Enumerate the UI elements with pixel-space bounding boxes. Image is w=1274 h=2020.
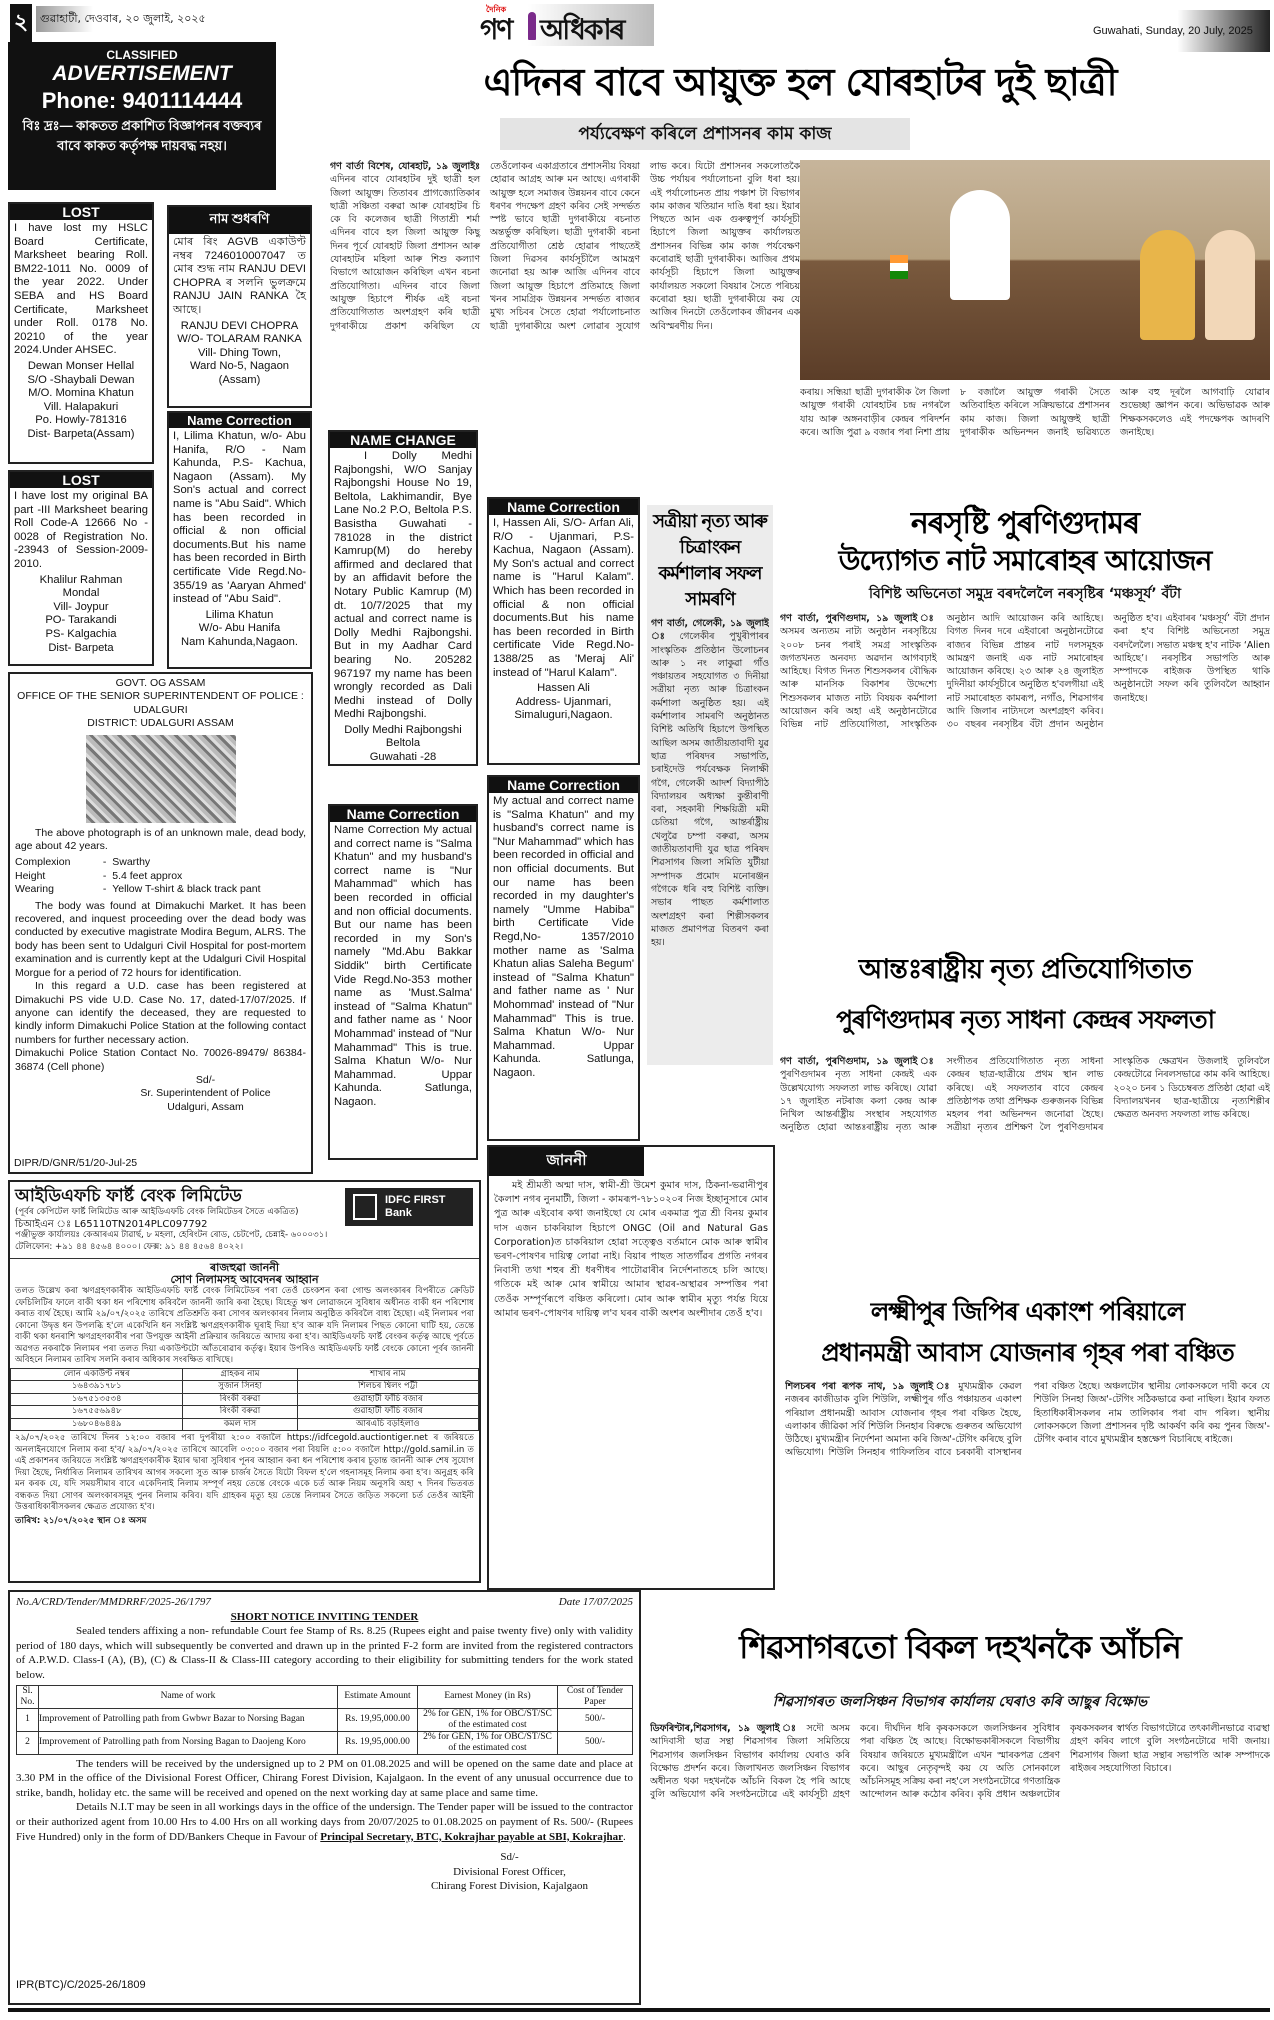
dance-article-body	[780, 1055, 1270, 1290]
logo-right: অধিকাৰ	[540, 13, 624, 46]
tender-notice	[8, 1590, 641, 2005]
bank-name: আইডিএফচি ফাৰ্ষ্ট বেংক লিমিটেড	[15, 1186, 242, 1206]
ad-signature: RANJU DEVI CHOPRA W/O- TOLARAM RANKA Vill- Dhing Town, Ward No-5, Nagaon (Assam)	[177, 319, 302, 386]
tender-intro: Sealed tenders affixing a non- refundable Court fee Stamp of Rs. 8.25 (Rupees eight and paise twenty five) only with validity period of 180 days, which will subsequently be converted and drawn up in the printed F-2 form are invited from the registered contractors of A.P.W.D. Class-I (A), (B), (C) & Class-II & Class-III category according to their eligibility for submitting tenders for the work stated below.	[16, 1625, 633, 1681]
name-correction-lilima	[167, 411, 312, 669]
date-assamese: গুৱাহাটী, দেওবাৰ, ২০ জুলাই, ২০২৫	[36, 6, 226, 32]
dipr-ref: DIPR/D/GNR/51/20-Jul-25	[14, 1156, 138, 1169]
article-body	[651, 617, 769, 949]
ad-body: I have lost my HSLC Board Certificate, Marksheet bearing Roll. BM22-1011 No. 0009 of the year 2022. Under SEBA and HS Board Certificate, Marksheet under Roll. 0178 No. 20210 of the year 2024.Under AHSEC.	[14, 222, 148, 357]
bank-cin: চিআইএন ঃ L65110TN2014PLC097792	[15, 1218, 208, 1230]
notice-intro: The above photograph is of an unknown male, dead body, age about 42 years.	[15, 826, 306, 853]
notice-title: জাননী	[489, 1147, 644, 1176]
ad-signature: Khalilur Rahman Mondal Vill- Joypur PO- Tarakandi PS- Kalgachia Dist- Barpeta	[39, 573, 123, 654]
ad-title: Name Correction	[169, 413, 310, 428]
loan-accounts-table	[10, 1368, 479, 1432]
idfc-logo: IDFC FIRST Bank	[345, 1188, 473, 1226]
ad-body: I Dolly Medhi Rajbongshi, W/O Sanjay Rajbongshi House No 19, Beltola, Lakhimandir, Bye Lane No.2 P.O, Beltola P.S. Basistha Guwahati - 781028 in the district Kamrup(M) do hereby affirmed and declared that by an affidavit before the Notary Public Kamrup (M) dt. 10/7/2025 that my actual and correct name is Dolly Medhi Rajbongshi. But in my Aadhar Card bearing No. 205282 967197 my name has been wrongly recorded as Dali Medhi instead of Dolly Medhi Rajbongshi.	[334, 450, 472, 721]
police-notice	[8, 672, 313, 1174]
logo-left: গণ	[480, 13, 512, 46]
logo-figure-icon	[528, 12, 536, 40]
notice-body: তলত উল্লেখ কৰা ঋণগ্ৰহণকাৰীক আইডিএফচি ফাৰ্ষ্ট বেংক লিমিটেডৰ পৰা তেওঁ চেংকশন কৰা গোল্ড অলংকাৰৰ বিপৰীতে ক্ৰেডিট ফেচিলিটিৰ ফালে বাকী থকা ধন পৰিশোধ কৰিবলৈ জাননী জাৰি কৰা হৈছে। যিহেতু ঋণ লোৱাজনে সুবিধাৰ অধীনত বাকী ধন পৰিশোধ কৰাত ব্যৰ্থ হৈছে। আমি ২৯/০৭/২০২৫ তাৰিখে প্ৰতিশ্ৰুতি কৰা সোণৰ অলংকাৰৰ নিলাম অনুষ্ঠিত কৰিবলৈ বাধ্য হৈছো। এই নিলামৰ পৰা কোনো উদ্বৃত্ত ধন উপলব্ধি হ'লে একেখিনি ধন সংশ্লিষ্ট ঋণগ্ৰহণকাৰীক ঘূৰাই দিয়া হ'ব আৰু যদি নিলামৰ পিছত কোনো ঘাটি হয়, তেন্তে বাকী থকা ধনৰাশি ঋণগ্ৰহণকাৰীৰ পৰা উপযুক্ত আইনী প্ৰক্ৰিয়াৰ জৰিয়তে আদায় কৰা হ'ব। আইডিএফচি ফাৰ্ষ্ট বেংকৰ কৰ্তৃত্ব আছে পূৰ্বতে অৱগত নকৰাকৈ নিলামৰ পৰা তলত দিয়া একাউণ্টটো আঁতৰোৱাৰ কৰ্তৃত্ব। ইয়াৰ উপৰিও আইডিএফচি ফাৰ্ষ্ট বেংকে কোনো পূৰ্বৰ জাননী অবিহনে নিলামৰ তাৰিখ সলনি কৰাৰ অধিকাৰ সংৰক্ষিত ৰাখিছে।	[15, 1286, 474, 1365]
pmay-article-body	[785, 1380, 1270, 1585]
tender-signature: Sd/- Divisional Forest Officer, Chirang Forest Division, Kajalgaon	[430, 1851, 589, 1893]
natak-headline-2: উদ্যোগত নাট সমাৰোহৰ আয়োজন	[838, 544, 1212, 577]
notice-title: ৰাজহুৱা জাননী	[209, 1261, 279, 1274]
article-text: এদিনৰ বাবে যোৰহাটৰ দুই ছাত্ৰী হল জিলা আয়ুক্ত। তিতাবৰ প্ৰাগজ্যোতিকাৰ ছাত্ৰী সঞ্চিতা বৰুৱা আৰু যোৰহাটৰ চি কে বি কলেজৰ ছাত্ৰী গিতাশ্ৰী শৰ্মা এদিনৰ বাবে হল জিলা আয়ুক্ত কিছু দিনৰ পূৰ্বে যোৰহাট জিলা প্ৰশাসন আৰু যোৰহাটৰ মহিলা আৰু শিশু কল্যাণ বিভাগে আয়োজন কৰিছিল এখন ৰচনা প্ৰতিযোগিতা। এদিনৰ বাবে জিলা আয়ুক্ত হিচাপে শীৰ্ষক এই ৰচনা প্ৰতিযোগিতাত অংশগ্ৰহণ কৰি ছাত্ৰী দুগৰাকীয়ে প্ৰকাশ কৰিছিল যে তেওঁলোকৰ একাগ্ৰতাৰে প্ৰশাসনীয় বিষয়া হোৱাৰ আগ্ৰহ আৰু মন আছে। এগৰাকী আয়ুক্ত হলে সমাজৰ উন্নয়নৰ বাবে কেনে ধৰণৰ পদক্ষেপ গ্ৰহণ কৰিব সেই সন্দৰ্ভত স্পষ্ট ভাবে ছাত্ৰী দুগৰাকীয়ে ৰচনাত অন্তৰ্ভুক্ত কৰিছিল। ছাত্ৰী দুগৰাকী ৰচনা প্ৰতিযোগীতা শ্ৰেষ্ঠ হোৱাৰ পাছতেই জিলা দিৱসৰ কাৰ্যসূচীলৈ আমন্ত্ৰণ জনোৱা হয় আৰু আজি এদিনৰ বাবে জিলা আয়ুক্ত হিচাপে প্ৰতিমাহে জিলা খনৰ সামগ্ৰিক উন্নয়নৰ সন্দৰ্ভত ৰাজ্যৰ মুখ্য সচিবৰ সৈতে হোৱা পৰ্যালোচনাত ছাত্ৰী দুগৰাকীয়ে অংশ লোৱাৰ সুযোগ লাভ কৰে। যিটো প্ৰশাসনৰ সকলোতকৈ উচ্চ পৰ্যায়ৰ পৰ্যালোচনা বুলি ধৰা হয়। এই পৰ্যালোচনত প্ৰায় পঞ্চাশ টা বিভাগৰ কাম কাজৰ খতিয়ান দাঙি ধৰা হয়। ইয়াৰ পিছতে আন এক গুৰুত্বপূৰ্ণ কাৰ্যসূচী হিচাপে জিলা আয়ুক্তৰ কাৰ্যালয়ত প্ৰশাসনৰ বিভিন্ন কাম কাজ পৰ্যবেক্ষণ কৰোৱাই ছাত্ৰী দুগৰাকীক। আজিৰ প্ৰথম কাৰ্যসূচী হিচাপে জিলা আয়ুক্তৰ কাৰ্যালয়ত সকলো বিষয়াৰ সৈতে পৰিচয় কৰোৱা হয়। ছাত্ৰী দুগৰাকীয়ে কয় যে আজিৰ দিনটো তেওঁলোকৰ জীৱনৰ এক অবিস্মৰণীয় দিন।	[330, 161, 800, 332]
auction-details: ২৯/০৭/২০২৫ তাৰিখে দিনৰ ১২:০০ বজাৰ পৰা দুপৰীয়া ২:০০ বজালৈ https://idfcegold.auctiontiger.net ৰ জৰিয়তে অনলাইনযোগে নিলাম কৰা হ'ব/ ২৯/০৭/২০২৫ তাৰিখে আবেলি ০৩:০০ বজাৰ পৰা বিয়লি ৫:০০ বজালৈ http://gold.samil.in ত এই প্ৰকাশনৰ জৰিয়তে সংশ্লিষ্ট ঋণগ্ৰহণকাৰীক ইয়াৰ দ্বাৰা সুবিধাৰ পূনৰ আহ্বান কৰা ধন পৰিশোধ কৰাৰ চূড়ান্ত জাননী আৰু শেষ সুযোগ দিয়া হৈছে, নিৰ্ধাৰিত নিলামৰ তাৰিখৰ আগৰ সকলো সুত আৰু চাৰ্জৰ সৈতে যিটো বিফল হ'লে গহনাসমূহ নিলাম কৰা হ'ব। অনুগ্ৰহ কৰি মন কৰক যে, যদি সময়সীমাৰ বাবে একেদিনাই নিলাম সম্পূৰ্ণ নহয় তেন্তে বেংকে একে চৰ্ত আৰু নিয়ম অনুসৰি অহা ৭ দিনৰ ভিতৰত বন্ধকত দিয়া সোণৰ অলংকাৰসমূহ পুনৰ নিলাম কৰিব। যদি গ্ৰাহকৰ মৃত্যু হয় তেন্তে নিলামৰ সৈতে জড়িত সকলো চৰ্ত তেওঁৰ আইনী উত্তৰাধিকাৰীসকলৰ ক্ষেত্ৰত প্ৰযোজ্য হ'ব।	[15, 1433, 474, 1512]
table-row: ১৬৭৫৫৬৯৪৮ ৰিংকী বৰুৱা গুৱাহাটী ফাঁচি বজাৰ	[11, 1406, 479, 1419]
classified-disclaimer: বিঃ দ্ৰঃ— কাকতত প্ৰকাশিত বিজ্ঞাপনৰ বক্তব্যৰ বাবে কাকত কৰ্তৃপক্ষ দায়বদ্ধ নহয়।	[22, 118, 262, 153]
natak-article-body	[780, 612, 1270, 937]
bank-office: পঞ্জীভুক্ত কাৰ্যালয়ঃ কেআৰএম টাৱাৰ্ছ, ৮ মহলা, হেৰিংটন ৰোড, চেটপেট, চেন্নাই- ৬০০০৩১।	[15, 1230, 328, 1240]
ad-title: NAME CHANGE	[330, 432, 476, 448]
dateline: শিলচৰৰ পৰা ৰূপক নাথ, ১৯ জুলাই ঃ	[785, 1381, 953, 1392]
sivasagar-headline: শিৱসাগৰতো বিকল দহখনকৈ আঁচনি	[739, 1628, 1181, 1666]
tender-para: The tenders will be received by the undersigned up to 2 PM on 01.08.2025 and will be opened on the same date and place at 3.30 PM in the office of the Divisional Forest Officer, Chirang Forest Division, Kajalgaon. In the event of any unusual occurrence due to strike, bandh, holiday etc. the same will be received and opened on the next working day at same place and same time.	[16, 1757, 633, 1799]
article-text: কৰায়। সন্ধিয়া ছাত্ৰী দুগৰাকীক লৈ জিলা আয়ুক্ত গৰাকী যোৰহাটৰ চন্দ্ৰ নগৰলৈ যায় আৰু অঙ্গনবাড়ীৰ কেন্দ্ৰৰ পৰিদৰ্শন কৰে। আজি পুৱা ৯ বজাৰ পৰা নিশা প্ৰায় ৮ বজালৈ আয়ুক্ত গৰাকী সৈতে অতিবাহিত কৰিলে সক্ৰিয়ভাৱে প্ৰশাসনৰ কাম কাজ। জিলা আয়ুক্তই ছাত্ৰী দুগৰাকীক অভিনন্দন জনাই ভৱিষ্যতে আৰু বহু দূৰলৈ আগবাঢ়ি যোৱাৰ শুভেচ্ছা জ্ঞাপন কৰে। অভিভাৱক আৰু শিক্ষকসকলেও এই পদক্ষেপক আদৰণি জনাইছে।	[800, 387, 1270, 438]
table-header: লোন একাউণ্ট নম্বৰ গ্ৰাহকৰ নাম শাখাৰ নাম	[11, 1368, 479, 1381]
bank-phone: টেলিফোন: +৯১ ৪৪ ৪৫৬৪ ৪০০০। ফেক্স: ৯১ ৪৪ ৪৫৬৪ ৪০২২।	[15, 1241, 244, 1252]
article-headline: সত্ৰীয়া নৃত্য আৰু চিত্ৰাংকন কৰ্মশালাৰ সফল সামৰণি	[653, 511, 767, 610]
lost-ad-1	[8, 202, 154, 464]
tender-table	[16, 1685, 633, 1755]
sattriya-article	[647, 505, 773, 1065]
ad-title: LOST	[10, 204, 152, 220]
pmay-headline-1: লক্ষ্মীপুৰ জিপিৰ একাংশ পৰিয়ালে	[870, 1297, 1185, 1326]
name-sudhoroni-ad	[167, 205, 312, 408]
photo-person	[1205, 230, 1255, 340]
natak-subhead: বিশিষ্ট অভিনেতা সমুদ্ৰ বৰদলৈলৈ নৰসৃষ্টিৰ ‘মঞ্চসূৰ্য’ বঁটা	[868, 586, 1181, 602]
ipr-ref: IPR(BTC)/C/2025-26/1809	[16, 1979, 146, 1992]
photo-flag	[890, 255, 908, 279]
notice-subtitle: সোণ নিলামসহ আবেদনৰ আহ্বান	[170, 1272, 319, 1286]
ad-body: My actual and correct name is "Salma Khatun" and my husband's correct name is "Nur Mahammad" which has been recorded in official and non official documents. But our name has been recorded in my daughter's namely "Umme Habiba" birth Certificate Vide Regd,No- 1357/2010 mother name as 'Salma Khatun alias Saleha Begum' instead of "Salma Khatun" and father name as ' Nur Mohommad' instead of "Nur Mahammad" This is true. Salma Khatun W/o- Nur Mahammad. Uppar Kahunda. Satlunga, Nagaon.	[493, 795, 635, 1079]
payee: Principal Secretary, BTC, Kokrajhar payable at SBI, Kokrajhar	[320, 1830, 623, 1843]
details	[15, 856, 306, 896]
ad-signature: Hassen Ali Address- Ujanmari, Simaluguri,Nagaon.	[514, 682, 613, 722]
classified-box	[8, 42, 276, 190]
classified-advertisement: ADVERTISEMENT	[52, 62, 232, 85]
idfc-logo-icon	[353, 1194, 377, 1220]
table-row: ১৬৭৫১৩৫৩৪ ৰিংকী বৰুৱা গুৱাহাটী ফাঁচি বজাৰ	[11, 1393, 479, 1406]
classified-phone: Phone: 9401114444	[41, 88, 243, 113]
classified-label: CLASSIFIED	[106, 48, 178, 62]
name-correction-hassen	[487, 497, 640, 765]
date-place: তাৰিখ: ২১/০৭/২০২৫ স্থান ঃ অসম	[15, 1515, 147, 1526]
bank-sub: (পূৰ্বৰ কেপিটেল ফাৰ্ষ্ট লিমিটেড আৰু আইডিএফচি বেংক লিমিটেডৰ সৈতে একত্ৰিত)	[15, 1207, 299, 1217]
table-row: 2 Improvement of Patrolling path from Norsing Bagan to Daojeng Koro Rs. 19,95,000.00 2% for GEN, 1% for OBC/ST/SC of the estimated cost 500/-	[17, 1731, 633, 1754]
photo-person	[1140, 230, 1195, 340]
pmay-headline-2: প্ৰধানমন্ত্ৰী আবাস যোজনাৰ গৃহৰ পৰা বঞ্চিত	[821, 1338, 1234, 1367]
tender-ref: No.A/CRD/Tender/MMDRRF/2025-26/1797	[16, 1596, 211, 1608]
dateline: গণ বাৰ্তা, পুৰণিগুদাম, ১৯ জুলাই ঃ	[780, 613, 937, 624]
name-correction-salma-1	[328, 804, 478, 1160]
table-header: Sl. No. Name of work Estimate Amount Earnest Money (in Rs) Cost of Tender Paper	[17, 1685, 633, 1708]
article-text: গেলেকীৰ পুখুৰীপাৰৰ সাংস্কৃতিক প্ৰতিষ্ঠান উলোচনৰ আৰু ১ নং লাকুৱা গাঁও পঞ্চায়তৰ সহযোগত ৩ দিনীয়া সত্ৰীয়া নৃত্য আৰু চিত্ৰাংকন কৰ্মশালা অনুষ্ঠিত হয়। এই কৰ্মশালাৰ সামৰণি অনুষ্ঠানত বিশিষ্ট অতিথি হিচাপে উপস্থিত আছিল অসম জাতীয়তাবাদী যুৱ ছাত্ৰ পৰিষদৰ সভাপতি, চৰাইদেউ পৰ্যবেক্ষক নিলাক্ষী গগৈ, গেলেকী আদৰ্শ বিদ্যাপীঠ বিদ্যালয়ৰ অধ্যক্ষা কুন্তীৰাণী বৰা, সহকাৰী শিক্ষয়িত্ৰী মমী চেতিয়া গগৈ, আন্তৰ্ৰাষ্ট্ৰীয় খেলুৱৈ চম্পা বৰুৱা, অসম জাতীয়তাবাদী যুৱ ছাত্ৰ পৰিষদ শিৱসাগৰ জিলা সমিতি যুটীয়া সম্পাদক প্ৰমোদ মনোৰঞ্জন গগৈকে ধৰি বহু বিশিষ্ট ব্যক্তি। সভাৰ পাছত কৰ্মশালাত অংশগ্ৰহণ কৰা শিল্পীসকলৰ মাজত প্ৰমাণপত্ৰ বিতৰণ কৰা হয়।	[651, 631, 769, 949]
ad-title: Name Correction	[489, 777, 638, 793]
date-english: Guwahati, Sunday, 20 July, 2025	[1085, 10, 1270, 52]
dance-headline-2: পুৰণিগুদামৰ নৃত্য সাধনা কেন্দ্ৰৰ সফলতা	[836, 1005, 1214, 1034]
ad-title: Name Correction	[330, 806, 476, 822]
notice-para: The body was found at Dimakuchi Market. It has been recovered, and inquest proceeding over the dead body was conducted by executive magistrate Modira Begum, ALRS. The body has been sent to Udalguri Civil Hospital for post-mortem examination and is currently kept at the Udalguri Civil Hospital Morgue for a period of 72 hours for identification.	[15, 899, 306, 979]
signature: Sd/- Sr. Superintendent of Police Udalguri, Assam	[140, 1073, 271, 1113]
photo-person	[950, 190, 1010, 300]
natak-headline-1: নৰসৃষ্টি পুৰণিগুদামৰ	[910, 506, 1140, 541]
masthead-logo	[474, 4, 654, 46]
ad-signature: Lilima Khatun W/o- Abu Hanifa Nam Kahunda,Nagaon.	[181, 608, 298, 648]
article-text: মুখ্যমন্ত্ৰীক কেৱল নজৰৰ কাজীডাক বুলি শিউলি, লক্ষ্মীপুৰ গাঁও পঞ্চায়তৰ একাংশ পৰিয়াল প্ৰধানমন্ত্ৰী আবাস যোজনাৰ গৃহৰ পৰা বঞ্চিত হৈছে, এলাকাৰ জীৱিকা সৰ্বি শিউলি সিনহাৰ বিৰুদ্ধে গুৰুতৰ অভিযোগ উঠিছে। মুখ্যমন্ত্ৰীৰ নিৰ্দেশনা অমান্য কৰি জিঅ'-টেগিং কৰিছে বুলি অভিযোগ। শিউলি সিনহাৰ গাফিলতিৰ বাবে চৰকাৰী বাসস্থানৰ পৰা বঞ্চিত হৈছে। অঞ্চলটোৰ স্থানীয় লোকসকলে দাবী কৰে যে শিউলি সিনহা জিঅ'-টেগিং সঠিকভাৱে কৰা নাছিল। ইয়াৰ ফলত হিতাধিকাৰীসকলৰ নাম তালিকাৰ পৰা বাদ পৰিল। স্থানীয় লোকসকলে জিলা প্ৰশাসনৰ দৃষ্টি আকৰ্ষণ কৰি কয় পুনৰ জিঅ'-টেগিং কৰাৰ বাবে মুখ্যমন্ত্ৰীৰ হস্তক্ষেপ বিচাৰিছে ৰাইজে।	[785, 1381, 1270, 1459]
main-article-continued	[800, 386, 1270, 486]
detail-row: Wearing - Yellow T-shirt & black track pant	[15, 883, 261, 896]
article-text: অসমৰ অন্যতম নাট্য অনুষ্ঠান নৰসৃষ্টিয়ে ২০০৮ চনৰ পৰাই সমগ্ৰ সাংস্কৃতিক জগতখনত অনবদ্য অৱদান আগবঢ়াই আহিছে। বিগত দিনত শিশুসকলৰ বৌদ্ধিক আৰু মানসিক বিকাশৰ উদ্দেশ্যে শিশুসকলৰ মাজত নাট্য বিষয়ক কৰ্মশালা আয়োজন কৰি অহা এই অনুষ্ঠানটোৱে বিভিন্ন নাট প্ৰতিযোগিতা, সাংস্কৃতিক অনুষ্ঠান আদি আয়োজন কৰি আহিছে। বিগত দিনৰ দৰে এইবাৰো অনুষ্ঠানটোৱে ৰাজ্যৰ বিভিন্ন প্ৰান্তৰ নাট দলসমূহক আমন্ত্ৰণ জনাই এক নাট সমাৰোহৰ আয়োজন কৰিছে। ২৩ আৰু ২৪ জুলাইত দুদিনীয়া কাৰ্যসূচীৰে অনুষ্ঠিত হ'বলগীয়া এই নাট সমাৰোহত কামৰূপ, নগাঁও, শিৱসাগৰ আদি জিলাৰ নাট্যদলে অংশগ্ৰহণ কৰিব। ৩০ বছৰৰ নৰসৃষ্টিৰ বঁটা প্ৰদান অনুষ্ঠান অনুষ্ঠিত হ'ব। এইবাৰৰ ‘মঞ্চসূৰ্য’ বঁটা প্ৰদান কৰা হ'ব বিশিষ্ট অভিনেতা সমুদ্ৰ বৰদলৈলৈ। সভাত মঞ্চস্থ হ'ব নাটক ‘Alien আহিছে’। নৰসৃষ্টিৰ সভাপতি আৰু সম্পাদকে ৰাইজক উপস্থিত থাকি অনুষ্ঠানটো সফল কৰি তুলিবলৈ আহ্বান জনাইছে।	[780, 613, 1270, 731]
ad-body: মোৰ ৰিং AGVB একাউণ্ট নম্বৰ 7246010007047 ত মোৰ শুদ্ধ নাম RANJU DEVI CHOPRA ৰ সলনি ভুলক্ৰমে RANJU JAIN RANKA হৈ আছে।	[173, 236, 306, 316]
ad-signature: Dewan Monser Hellal S/O -Shaybali Dewan M/O. Momina Khatun Vill. Halapakuri Po. Howly-781316 Dist- Barpeta(Assam)	[27, 359, 135, 440]
sivasagar-subhead: শিৱসাগৰত জলসিঞ্চন বিভাগৰ কাৰ্যালয় ঘেৰাও কৰি আছুৰ বিক্ষোভ	[772, 1694, 1148, 1710]
lost-ad-2	[8, 470, 154, 666]
ad-title: Name Correction	[489, 499, 638, 515]
article-text: সদৌ অসম আদিবাসী ছাত্ৰ সন্থা শিৱসাগৰ জিলা সমিতিয়ে শিৱসাগৰ জলসিঞ্চন বিভাগৰ কাৰ্যালয় ঘেৰাও কৰি বিক্ষোভ প্ৰদৰ্শন কৰে। জিলাখনত জলসিঞ্চন বিভাগৰ অধীনত থকা দহখনকৈ আঁচনি বিকল হৈ পৰি আছে বুলি অভিযোগ কৰি সংগঠনটোৱে এই কাৰ্যসূচী গ্ৰহণ কৰে। দীৰ্ঘদিন ধৰি কৃষকসকলে জলসিঞ্চনৰ সুবিধাৰ পৰা বঞ্চিত হৈ আছে। বিক্ষোভকাৰীসকলে বিভাগীয় বিষয়াৰ জৰিয়তে মুখ্যমন্ত্ৰীলৈ এখন স্মাৰকপত্ৰ প্ৰেৰণ কৰে। আছুৰ নেতৃবৃন্দই কয় যে অতি সোনকালে আঁচনিসমূহ সক্ৰিয় কৰা নহ'লে সংগঠনটোৱে গণতান্ত্ৰিক আন্দোলন আৰু কঠোৰ কৰিব। কৃষি প্ৰধান অঞ্চলটোৰ কৃষকসকলৰ স্বাৰ্থত বিভাগটোৱে তৎকালীনভাৱে ব্যৱস্থা গ্ৰহণ কৰিব লাগে বুলি সংগঠনটোৱে দাবী জনায়। শিৱসাগৰ জিলা ছাত্ৰ সন্থাৰ সভাপতি আৰু সম্পাদকে ৰাইজৰ সহযোগিতা বিচাৰে।	[650, 1723, 1270, 1801]
ad-body: Name Correction My actual and correct name is "Salma Khatun" and my husband's correct name is "Nur Mahammad" which has been recorded in official and non official documents. But our name has been recorded in my Son's namely "Md.Abu Bakkar Siddik" birth Certificate Vide Regd.No-353 mother name as 'Must.Salma' instead of "Salma Khatun" and father name as ' Noor Mohammad' instead of "Nur Mahammad" This is true. Salma Khatun W/o- Nur Mahammad. Uppar Kahunda. Satlunga, Nagaon.	[334, 824, 472, 1108]
ad-body: I, Lilima Khatun, w/o- Abu Hanifa, R/O - Nam Kahunda, P.S- Kachua, Nagaon (Assam). My Son's actual and correct name is "Abu Said". Which has been recorded in official & non official documents.But his name has been recorded in Birth certificate Vide Regd.No- 355/19 as 'Aaryan Ahmed' instead of "Abu Said".	[173, 430, 306, 606]
main-subhead: পৰ্য্যবেক্ষণ কৰিলে প্ৰশাসনৰ কাম কাজ	[500, 118, 910, 150]
logo-small: দৈনিক	[486, 5, 507, 14]
ad-title: LOST	[10, 472, 152, 488]
tender-date: Date 17/07/2025	[558, 1596, 633, 1608]
ad-body: I have lost my original BA part -III Marksheet bearing Roll Code-A 12666 No - 0028 of Registration No. -23943 of Session-2009-2010.	[14, 490, 148, 570]
unknown-body-photo	[86, 735, 236, 823]
name-change-ad	[328, 430, 478, 766]
page-bottom-rule	[8, 2008, 1270, 2012]
ad-body: I, Hassen Ali, S/O- Arfan Ali, R/O - Ujanmari, P.S- Kachua, Nagaon (Assam). My Son's actual and correct name is "Harul Kalam". Which has been recorded in official & non official documents.But his name has been recorded in Birth certificate Vide Regd.No- 1388/25 as 'Meraj Ali' instead of "Harul Kalam".	[493, 517, 634, 679]
dateline: গণ বাৰ্তা, পুৰণিগুদাম, ১৯ জুলাই ঃ	[780, 1056, 937, 1067]
notice-header: GOVT. OG ASSAM OFFICE OF THE SENIOR SUPERINTENDENT OF POLICE : UDALGURI DISTRICT: UDALGURI ASSAM	[17, 677, 304, 730]
notice-body: মই শ্ৰীমতী অন্মা দাস, স্বামী-শ্ৰী উমেশ কুমাৰ দাস, ঠিকনা-ভৱানীপুৰ কৈলাশ নগৰ নুনমাটী, জিলা - কামৰূপ-৭৮১০২০ৰ নিজ ইচ্ছানুসাৰে মোৰ পুত্ৰ আৰু এইবোৰ কথা জনাইছো যে মোৰ একমাত্ৰ পুত্ৰ শ্ৰী বিনয় কুমাৰ দাস এজন চাকৰিয়াল হিচাপে ONGC (Oil and Natural Gas Corporation)ত চাকৰিয়াল হোৱা সত্ত্বেও বৰ্তমানে মোক আৰু স্বামীৰ ভৰণ-পোষণৰ দায়িত্ব লোৱা নাই। বিয়াৰ পাছত সাতগাঁৱৰ প্ৰগতি নগৰৰ নিবাসী তথা শহুৰ শ্ৰী ধৰণীধৰ পাটোৱাৰীৰ নিৰ্দেশনাতহে চলি আছে। গতিকে মই আৰু মোৰ স্বামীয়ে আমাৰ স্থাৱৰ-অস্থাৱৰ সম্পত্তিৰ পৰা তেওঁক সম্পূৰ্ণৰূপে বঞ্চিত কৰিলো। মোৰ আৰু স্বামীৰ মৃত্যু পৰ্যন্ত যিয়ে আমাৰ ভৰণ-পোষণৰ দায়িত্ব ল'ব ঘৰৰ বাকী অংশৰ অংশীদাৰ তেওঁ হ'ব।	[494, 1180, 768, 1319]
name-correction-salma-2	[487, 775, 640, 1141]
table-row: ১৬৪৩৯১৭৮১ সুজান সিনহা শিলচৰ শ্বিলং পট্টী	[11, 1381, 479, 1394]
notice-para: In this regard a U.D. case has been registered at Dimakuchi PS vide U.D. Case No. 17, dated-17/07/2025. If anyone can identify the deceased, they are requested to kindly inform Dimakuchi Police Station at the following contact numbers for further necessary action.	[15, 980, 306, 1046]
page-number: ২	[10, 4, 32, 44]
tender-title: SHORT NOTICE INVITING TENDER	[230, 1610, 419, 1623]
janani-notice	[487, 1145, 775, 1590]
detail-row: Height - 5.4 feet approx	[15, 869, 183, 882]
tender-para: Details N.I.T may be seen in all workings days in the office of the undersign. The Tender paper will be issued to the contractor or their authorized agent from 10.00 Hrs to 4.00 Hrs on all working days from 20/07/2025 to 01.08.2025 on payment of Rs. 500/- (Rupees Five Hundred) only in the form of DD/Bankers Cheque in Favour of Principal Secretary, BTC, Kokrajhar payable at SBI, Kokrajhar.	[16, 1801, 633, 1843]
table-row: 1 Improvement of Patrolling path from Gwbwr Bazar to Norsing Bagan Rs. 19,95,000.00 2% for GEN, 1% for OBC/ST/SC of the estimated cost 500/-	[17, 1708, 633, 1731]
main-headline: এদিনৰ বাবে আয়ুক্ত হল যোৰহাটৰ দুই ছাত্ৰী	[483, 60, 1117, 104]
table-row: ১৬৮০৪৬৪৪৯ কমল দাস আৰএচি বড়হিলাও	[11, 1418, 479, 1431]
dateline: গণ বাৰ্তা বিশেষ, যোৰহাট, ১৯ জুলাইঃ	[330, 161, 480, 172]
ad-title: নাম শুধৰণি	[169, 207, 310, 234]
dateline: ডিফৰিণ্টাৰ,শিৱসাগৰ, ১৯ জুলাই ঃ	[650, 1723, 800, 1734]
detail-row: Complexion - Swarthy	[15, 856, 151, 869]
sivasagar-article-body	[650, 1722, 1270, 2007]
dateline: গণ বাৰ্তা, গেলেকী, ১৯ জুলাই ঃ	[651, 618, 769, 643]
idfc-auction-notice	[8, 1180, 481, 1583]
contact-numbers: Dimakuchi Police Station Contact No. 70026-89479/ 86384-36874 (Cell phone)	[15, 1047, 306, 1073]
main-article-body	[330, 160, 800, 432]
main-photo	[800, 160, 1270, 380]
dance-headline-1: আন্তঃৰাষ্ট্ৰীয় নৃত্য প্ৰতিযোগিতাত	[858, 954, 1192, 985]
article-text: পুৰণিগুদামৰ নৃত্য সাধনা কেন্দ্ৰই এক উল্লেখযোগ্য সফলতা লাভ কৰিছে। যোৱা ১৭ জুলাইত নটৰাজ কলা কেন্দ্ৰ আৰু নিখিল আন্তৰ্ৰাষ্ট্ৰীয় সংস্থাৰ সহযোগত অনুষ্ঠিত হোৱা আন্তঃৰাষ্ট্ৰীয় নৃত্য আৰু সংগীতৰ প্ৰতিযোগিতাত নৃত্য সাধনা কেন্দ্ৰৰ ছাত্ৰ-ছাত্ৰীয়ে প্ৰথম স্থান লাভ কৰিছে। এই সফলতাৰ বাবে কেন্দ্ৰৰ প্ৰতিষ্ঠাপক তথা প্ৰশিক্ষক গুৰুজনক বিভিন্ন মহলৰ পৰা অভিনন্দন জনোৱা হৈছে। সত্ৰীয়া নৃত্যৰ প্ৰশিক্ষণ লৈ পুৰণিগুদামৰ সাংস্কৃতিক ক্ষেত্ৰখন উজলাই তুলিবলৈ কেন্দ্ৰটোৱে নিৰলসভাৱে কাম কৰি আহিছে। ২০২০ চনৰ ১ ডিচেম্বৰত প্ৰতিষ্ঠা হোৱা এই বিদ্যালয়খনৰ ছাত্ৰ-ছাত্ৰীয়ে নৃত্যশিল্পীৰ ক্ষেত্ৰত অনবদ্য সফলতা লাভ কৰিছে।	[780, 1056, 1270, 1134]
ad-signature: Dolly Medhi Rajbongshi Beltola Guwahati -28	[344, 723, 462, 764]
